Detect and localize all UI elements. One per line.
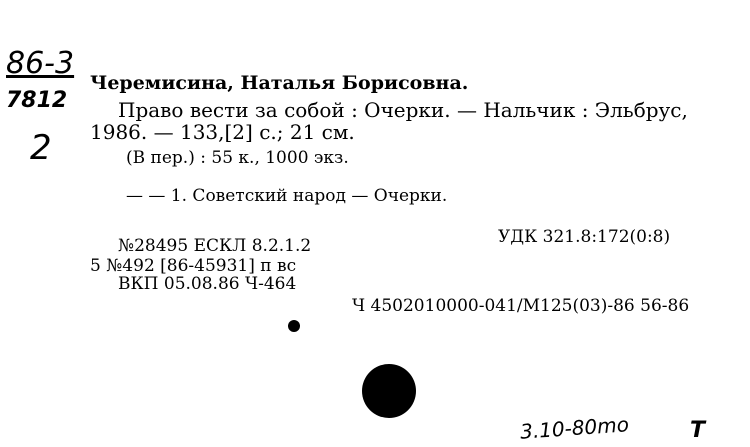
- registry-line-2: 5 №492 [86-45931] п вс: [90, 256, 297, 276]
- subject-heading: — — 1. Советский народ — Очерки.: [126, 186, 448, 206]
- registry-line-1: №28495 ЕСКЛ 8.2.1.2: [118, 236, 312, 256]
- author-heading: Черемисина, Наталья Борисовна.: [90, 72, 469, 94]
- imprint-statement: 1986. — 133,[2] с.; 21 см.: [90, 120, 355, 144]
- registry-code-line: Ч 4502010000-041/М125(03)-86 56-86: [352, 296, 690, 316]
- title-statement: Право вести за собой : Очерки. — Нальчик : Эльбрус,: [118, 98, 688, 122]
- handwritten-shelfmark-bottom: 7812: [6, 88, 68, 113]
- handwritten-corner-mark: T: [690, 418, 706, 443]
- handwritten-shelfmark-top: 86-3: [6, 46, 75, 81]
- handwritten-count: 2: [30, 128, 52, 168]
- registry-line-3: ВКП 05.08.86 Ч-464: [118, 274, 297, 294]
- udk-code: УДК 321.8:172(0:8): [498, 227, 671, 247]
- ink-speck: [288, 320, 300, 332]
- handwritten-bottom-note: 3.10-80mo: [519, 412, 630, 444]
- binding-price-run: (В пер.) : 55 к., 1000 экз.: [126, 148, 349, 168]
- punch-hole: [362, 364, 416, 418]
